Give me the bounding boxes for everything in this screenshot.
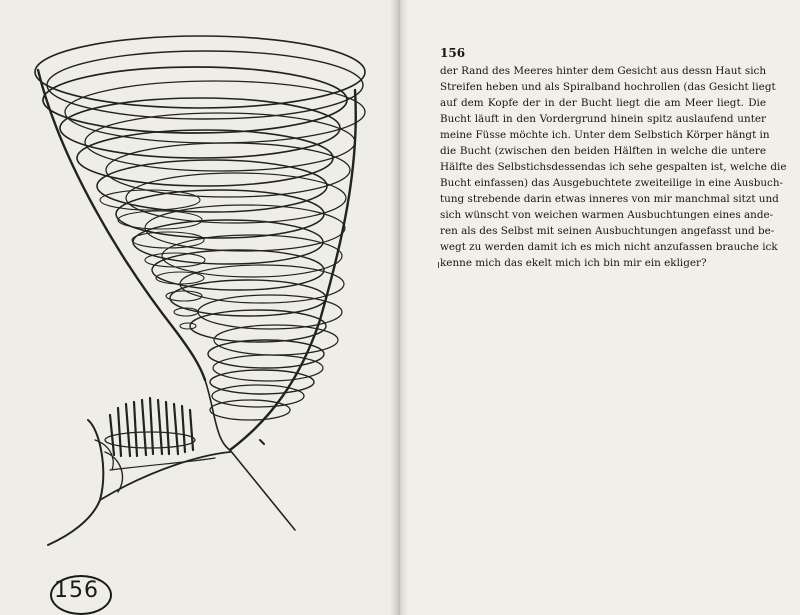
- book-gutter: [390, 0, 408, 615]
- text-line: der Rand des Meeres hinter dem Gesicht aus dessn Haut sich: [440, 65, 767, 77]
- body-text: [440, 63, 787, 271]
- text-line: Streifen heben und als Spiralband hochrollen (das Gesicht liegt: [440, 81, 776, 93]
- handwritten-page-number: 156: [54, 578, 99, 603]
- text-line: meine Füsse möchte ich. Unter dem Selbstich Körper hängt in: [440, 129, 770, 141]
- text-line: ren als des Selbst mit seinen Ausbuchtungen angefasst und be-: [440, 225, 775, 237]
- text-line: sich wünscht von weichen warmen Ausbuchtungen eines ande-: [440, 209, 774, 221]
- text-line: Bucht läuft in den Vordergrund hinein spitz auslaufend unter: [440, 113, 766, 125]
- text-line: Hälfte des Selbstichsdessendas ich sehe gespalten ist, welche die: [440, 161, 787, 173]
- text-line: Bucht einfassen) das Ausgebuchtete zweiteilige in eine Ausbuch-: [440, 177, 784, 189]
- spiral-vortex-drawing: [0, 0, 398, 615]
- page-number: 156: [440, 46, 466, 60]
- text-line: auf dem Kopfe der in der Bucht liegt die am Meer liegt. Die: [440, 97, 766, 109]
- text-line: tung strebende darin etwas inneres von mir manchmal sitzt und: [440, 193, 779, 205]
- margin-mark: [438, 262, 439, 268]
- text-line: die Bucht (zwischen den beiden Hälften in welche die untere: [440, 145, 766, 157]
- left-page: [0, 0, 398, 615]
- text-line: kenne mich das ekelt mich ich bin mir ein ekliger?: [440, 257, 707, 269]
- text-line: wegt zu werden damit ich es mich nicht anzufassen brauche ick: [440, 241, 778, 253]
